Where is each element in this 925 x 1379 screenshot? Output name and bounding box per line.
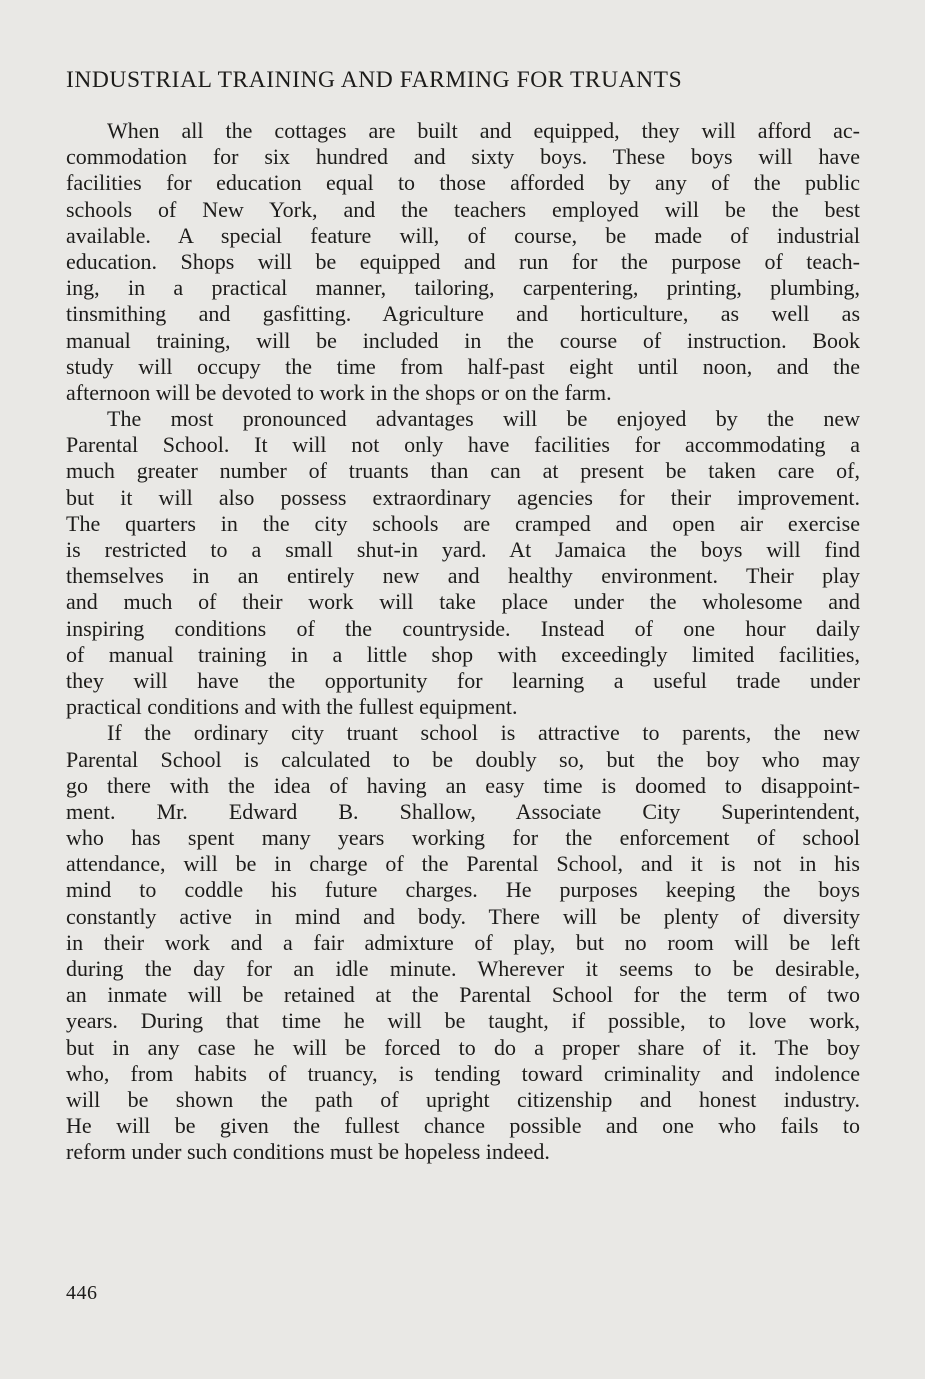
- text-line: tinsmithing and gasfitting. Agriculture and horticulture, as well as: [66, 301, 860, 327]
- text-line: Parental School is calculated to be doubly so, but the boy who may: [66, 746, 860, 772]
- text-line: and much of their work will take place under the wholesome and: [66, 589, 860, 615]
- text-line: an inmate will be retained at the Parental School for the term of two: [66, 982, 860, 1008]
- text-line: facilities for education equal to those afforded by any of the public: [66, 170, 860, 196]
- text-line: manual training, will be included in the course of instruction. Book: [66, 327, 860, 353]
- text-line: will be shown the path of upright citizenship and honest industry.: [66, 1086, 860, 1112]
- text-line: ment. Mr. Edward B. Shallow, Associate City Superintendent,: [66, 798, 860, 824]
- paragraph: [66, 720, 860, 1165]
- text-line: When all the cottages are built and equipped, they will afford ac-: [107, 118, 860, 143]
- text-line: If the ordinary city truant school is attractive to parents, the new: [107, 720, 860, 746]
- text-line: mind to coddle his future charges. He purposes keeping the boys: [66, 877, 860, 903]
- text-line: The most pronounced advantages will be enjoyed by the new: [107, 406, 860, 432]
- text-line: study will occupy the time from half-past eight until noon, and the: [66, 353, 860, 379]
- body-text: [66, 118, 860, 1166]
- text-line: education. Shops will be equipped and run for the purpose of teach-: [66, 248, 860, 274]
- text-line: much greater number of truants than can at present be taken care of,: [66, 458, 860, 484]
- text-line: during the day for an idle minute. Wherever it seems to be desirable,: [66, 956, 860, 981]
- text-line: in their work and a fair admixture of play, but no room will be left: [66, 929, 860, 955]
- text-line: commodation for six hundred and sixty boys. These boys will have: [66, 144, 860, 170]
- text-line: of manual training in a little shop with exceedingly limited facilities,: [66, 641, 860, 667]
- text-line: schools of New York, and the teachers employed will be the best: [66, 196, 860, 222]
- paragraph: [66, 118, 860, 406]
- text-line: reform under such conditions must be hopeless indeed.: [66, 1139, 550, 1165]
- running-head: INDUSTRIAL TRAINING AND FARMING FOR TRUANTS: [66, 67, 683, 93]
- text-line: afternoon will be devoted to work in the shops or on the farm.: [66, 379, 612, 405]
- text-line: inspiring conditions of the countryside. Instead of one hour daily: [66, 615, 860, 641]
- text-line: He will be given the fullest chance possible and one who fails to: [66, 1113, 860, 1139]
- text-line: who, from habits of truancy, is tending toward criminality and indolence: [66, 1060, 860, 1086]
- text-line: practical conditions and with the fullest equipment.: [66, 694, 518, 720]
- text-line: ing, in a practical manner, tailoring, carpentering, printing, plumbing,: [66, 275, 860, 301]
- text-line: available. A special feature will, of course, be made of industrial: [66, 222, 860, 248]
- text-line: years. During that time he will be taught, if possible, to love work,: [66, 1008, 860, 1034]
- text-line: The quarters in the city schools are cramped and open air exercise: [66, 510, 860, 536]
- page-number: 446: [66, 1282, 98, 1304]
- text-line: is restricted to a small shut-in yard. At Jamaica the boys will find: [66, 537, 860, 562]
- text-line: constantly active in mind and body. There will be plenty of diversity: [66, 903, 860, 929]
- text-line: Parental School. It will not only have facilities for accommodating a: [66, 432, 860, 458]
- text-line: go there with the idea of having an easy time is doomed to disappoint-: [66, 772, 860, 798]
- text-line: but in any case he will be forced to do a proper share of it. The boy: [66, 1034, 860, 1060]
- text-line: themselves in an entirely new and healthy environment. Their play: [66, 563, 860, 589]
- text-line: attendance, will be in charge of the Parental School, and it is not in his: [66, 851, 860, 877]
- paragraph: [66, 406, 860, 720]
- text-line: they will have the opportunity for learning a useful trade under: [66, 667, 860, 693]
- text-line: who has spent many years working for the enforcement of school: [66, 825, 860, 851]
- text-line: but it will also possess extraordinary agencies for their improvement.: [66, 484, 860, 510]
